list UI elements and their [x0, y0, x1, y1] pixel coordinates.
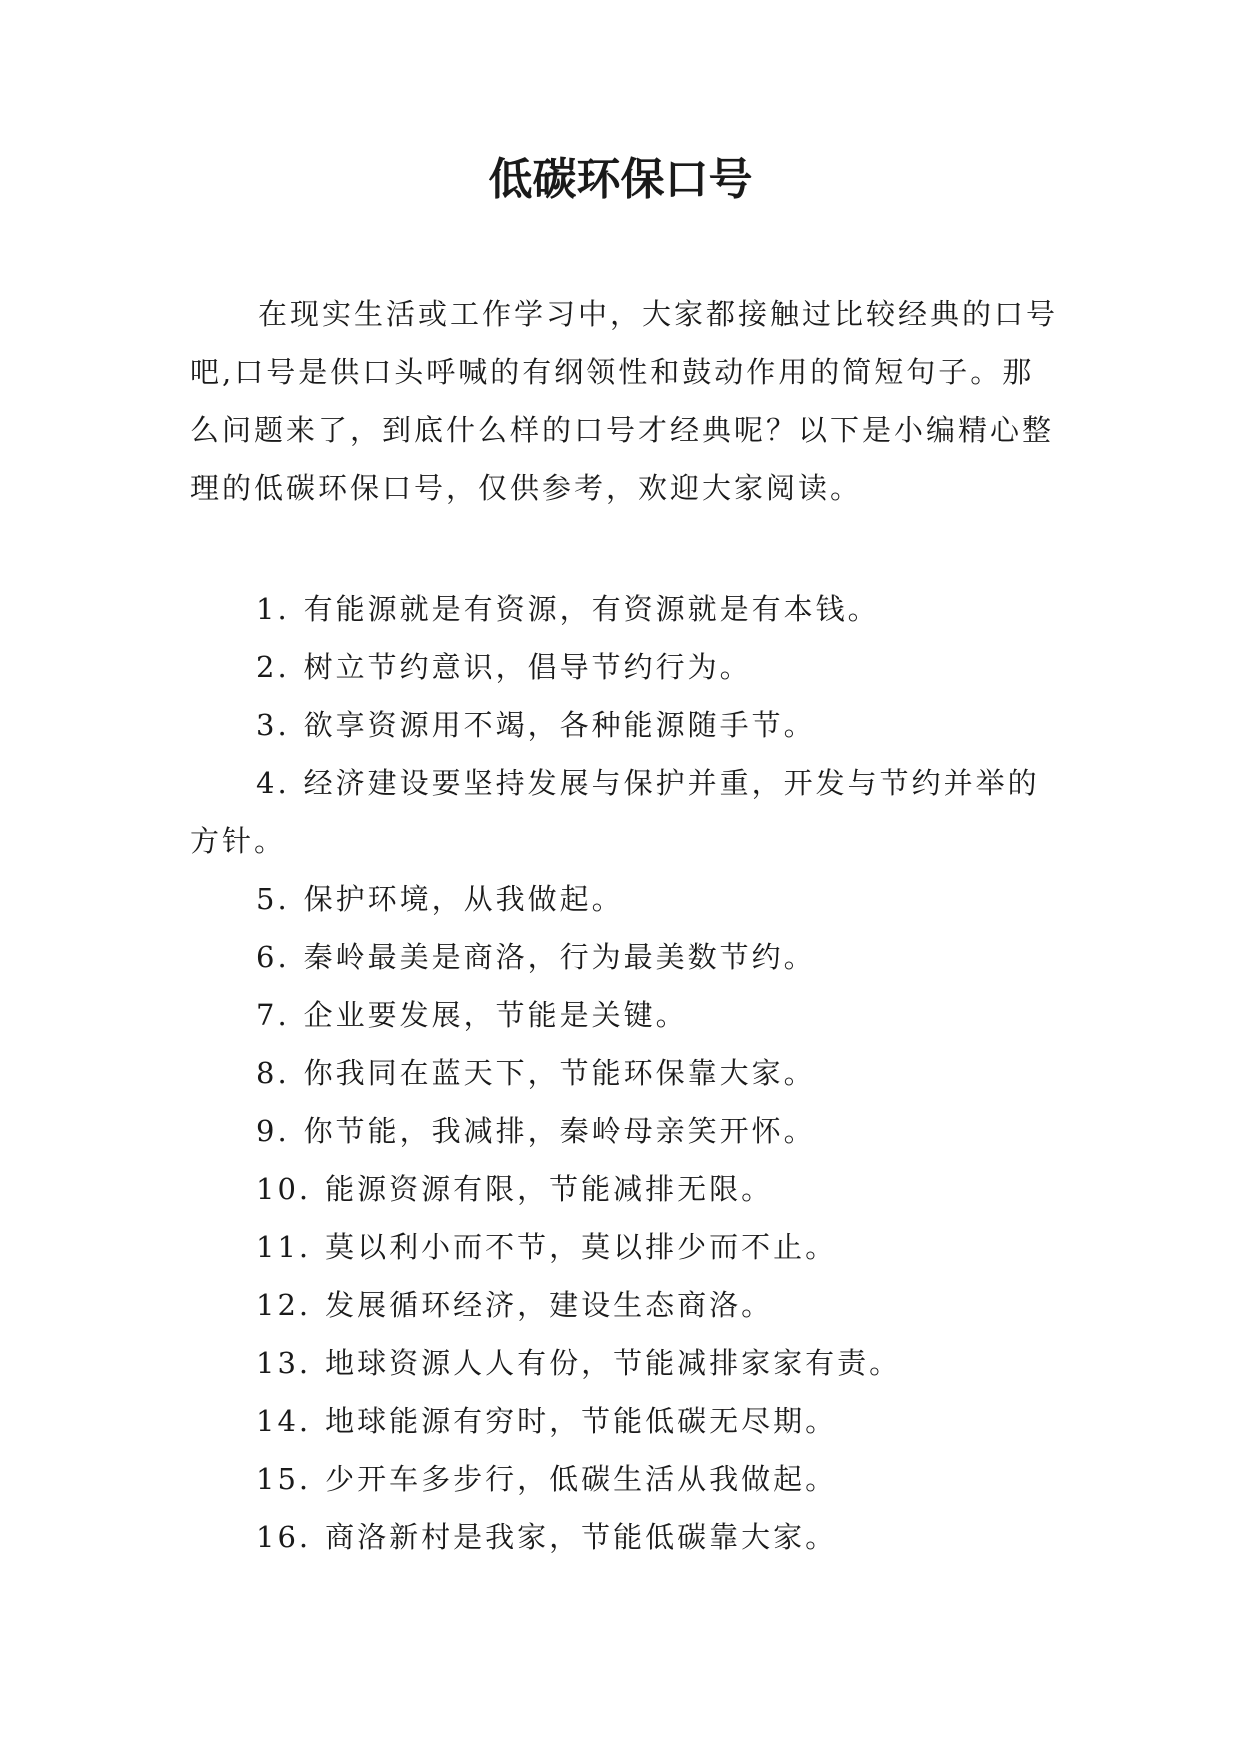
list-item — [190, 638, 1060, 696]
list-item — [190, 1450, 1060, 1508]
list-item-number: 2. — [256, 650, 290, 684]
list-item-number: 10. — [256, 1172, 312, 1206]
list-item-text: 企业要发展，节能是关键。 — [303, 998, 688, 1032]
list-item-number: 14. — [256, 1404, 312, 1438]
list-item-text: 莫以利小而不节，莫以排少而不止。 — [325, 1230, 838, 1264]
list-item-text: 商洛新村是我家，节能低碳靠大家。 — [325, 1520, 838, 1554]
document-title: 低碳环保口号 — [488, 154, 753, 205]
list-item — [190, 1392, 1060, 1450]
list-item-text: 你节能，我减排，秦岭母亲笑开怀。 — [303, 1114, 816, 1148]
list-item-text: 你我同在蓝天下，节能环保靠大家。 — [303, 1056, 816, 1090]
list-item — [190, 1334, 1060, 1392]
list-item-text: 保护环境，从我做起。 — [303, 882, 624, 916]
list-item-number: 16. — [256, 1520, 312, 1554]
list-item-number: 6. — [256, 940, 290, 974]
list-item — [190, 754, 1060, 870]
list-item-text: 发展循环经济，建设生态商洛。 — [325, 1288, 774, 1322]
list-item-number: 5. — [256, 882, 290, 916]
list-item — [190, 928, 1060, 986]
list-item — [190, 1218, 1060, 1276]
list-item-text: 有能源就是有资源，有资源就是有本钱。 — [303, 592, 880, 626]
intro-paragraph: 在现实生活或工作学习中，大家都接触过比较经典的口号吧,口号是供口头呼喊的有纲领性和鼓动作用的简短句子。那么问题来了，到底什么样的口号才经典呢？以下是小编精心整理的低碳环保口号，仅供参考，欢迎大家阅读。 — [190, 297, 1059, 505]
list-item-number: 13. — [256, 1346, 312, 1380]
list-item-text: 少开车多步行，低碳生活从我做起。 — [325, 1462, 838, 1496]
list-item-number: 11. — [256, 1230, 312, 1264]
list-item — [190, 1160, 1060, 1218]
list-item-number: 4. — [256, 766, 290, 800]
list-item-number: 9. — [256, 1114, 290, 1148]
list-item-number: 7. — [256, 998, 290, 1032]
list-item-number: 12. — [256, 1288, 312, 1322]
list-item — [190, 1276, 1060, 1334]
list-item — [190, 1044, 1060, 1102]
list-item — [190, 1102, 1060, 1160]
list-item-number: 1. — [256, 592, 290, 626]
list-item-text: 能源资源有限，节能减排无限。 — [325, 1172, 774, 1206]
list-item-text: 秦岭最美是商洛，行为最美数节约。 — [303, 940, 816, 974]
list-item-text: 经济建设要坚持发展与保护并重，开发与节约并举的方针。 — [190, 766, 1040, 858]
list-item-number: 15. — [256, 1462, 312, 1496]
list-item — [190, 696, 1060, 754]
list-item — [190, 986, 1060, 1044]
list-item — [190, 580, 1060, 638]
slogan-list — [190, 580, 1060, 1566]
list-item — [190, 1508, 1060, 1566]
list-item-number: 3. — [256, 708, 290, 742]
list-item-number: 8. — [256, 1056, 290, 1090]
list-item-text: 欲享资源用不竭，各种能源随手节。 — [303, 708, 816, 742]
list-item-text: 树立节约意识，倡导节约行为。 — [303, 650, 752, 684]
list-item-text: 地球能源有穷时，节能低碳无尽期。 — [325, 1404, 838, 1438]
list-item — [190, 870, 1060, 928]
list-item-text: 地球资源人人有份，节能减排家家有责。 — [325, 1346, 902, 1380]
